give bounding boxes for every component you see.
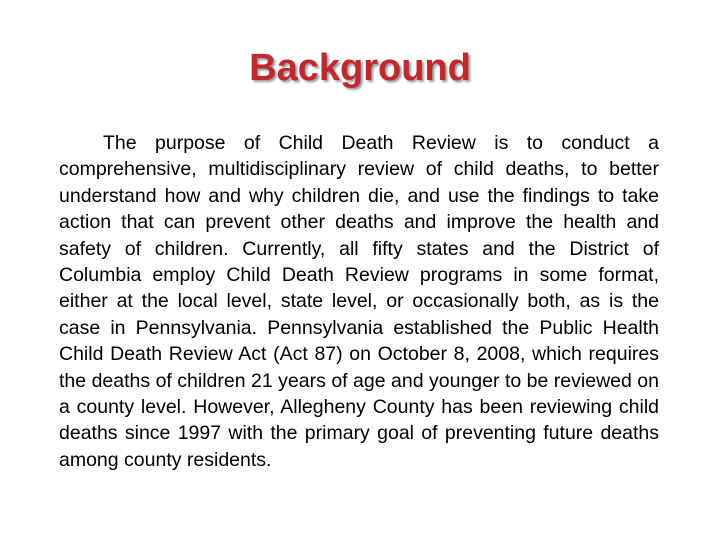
body-paragraph: The purpose of Child Death Review is to conduct a comprehensive, multidisciplinary review of child deaths, to better understand how and why children die, and use the findings to take action that can prevent other deaths and improve the health and safety of children. Currently, all fifty states and the District of Columbia employ Child Death Review programs in some format, either at the local level, state level, or occasionally both, as is the case in Pennsylvania. Pennsylvania established the Public Health Child Death Review Act (Act 87) on October 8, 2008, which requires the deaths of children 21 years of age and younger to be reviewed on a county level. However, Allegheny County has been reviewing child deaths since 1997 with the primary goal of preventing future deaths among county residents. bbox=[59, 132, 659, 471]
slide-title: Background bbox=[249, 47, 471, 89]
